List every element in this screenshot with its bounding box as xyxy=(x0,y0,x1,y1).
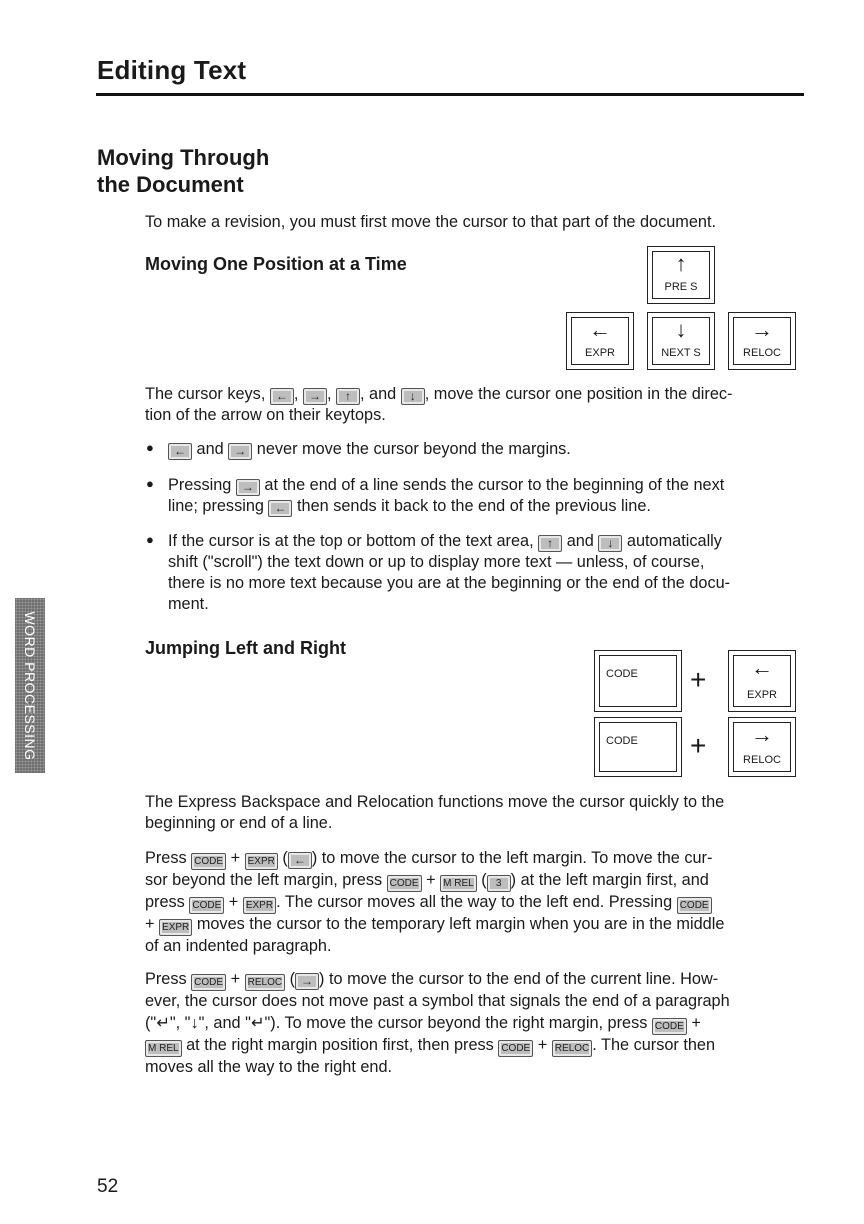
up-arrow-icon: ↑ xyxy=(675,251,687,276)
plus-sign: + xyxy=(690,730,707,761)
code-key-icon: CODE xyxy=(191,974,226,991)
up-key-illustration xyxy=(647,246,715,304)
jumping-paragraph-3: Press CODE + RELOC ( → ) to move the cursor to the end of the current line. How- ever, the cursor does not move past a symbol that signals the end of a paragraph ("↵", "↓", and "↵"). To move the cursor beyond the right margin, press CODE + M REL at the right margin position first, then press CODE + RELOC . The cursor then moves all the way to the right end. xyxy=(145,970,730,1076)
reloc-key-icon: RELOC xyxy=(552,1040,592,1057)
expr-key-icon: EXPR xyxy=(245,853,278,870)
side-tab-label: WORD PROCESSING xyxy=(22,610,38,761)
right-arrow-icon: → xyxy=(751,722,773,747)
right-key-label: RELOC xyxy=(743,347,781,359)
code-key-icon: CODE xyxy=(387,875,422,892)
mrel-key-icon: M REL xyxy=(145,1040,182,1057)
down-arrow-icon: ↓ xyxy=(675,317,687,342)
right-key-illustration xyxy=(728,312,796,370)
bullet-item-2: Pressing → at the end of a line sends the cursor to the beginning of the next line; pressing ← then sends it back to the end of the previous line. xyxy=(168,476,725,515)
left-key-icon: ← xyxy=(268,500,292,517)
bullet-item-1: ← and → never move the cursor beyond the margins. xyxy=(168,439,808,460)
right-key-icon: → xyxy=(236,479,260,496)
subsection-title-one-position: Moving One Position at a Time xyxy=(145,254,407,274)
expr-key-icon: EXPR xyxy=(243,897,276,914)
section-title xyxy=(97,144,269,198)
reloc-key-illustration: → RELOC xyxy=(728,717,796,777)
subsection-title-jumping: Jumping Left and Right xyxy=(145,638,346,658)
right-key-icon: → xyxy=(303,388,327,405)
code-key-icon: CODE xyxy=(191,853,226,870)
section-title-line2: the Document xyxy=(97,172,244,197)
left-arrow-icon: ← xyxy=(751,655,773,680)
plus-sign: + xyxy=(690,664,707,695)
right-key-icon: → xyxy=(295,973,319,990)
jumping-paragraph-2: Press CODE + EXPR ( ← ) to move the cursor to the left margin. To move the cur- sor beyond the left margin, press CODE + M REL ( 3 ) at the left margin first, and press CODE + EXPR . The cursor moves all the way to the left end. Pressing CODE + EXPR moves the cursor to the temporary left margin when you are in the middle of an indented paragraph. xyxy=(145,849,725,955)
up-key-label: PRE S xyxy=(664,281,698,293)
jumping-paragraph-1: The Express Backspace and Relocation functions move the cursor quickly to the beginning or end of a line. xyxy=(145,793,725,832)
header-rule xyxy=(96,93,804,96)
up-key-icon: ↑ xyxy=(336,388,360,405)
section-title-line1: Moving Through xyxy=(97,145,270,170)
code-key-icon: CODE xyxy=(677,897,712,914)
three-key-icon: 3 xyxy=(487,875,511,892)
left-key-label: EXPR xyxy=(585,347,615,359)
down-key-label: NEXT S xyxy=(661,347,701,359)
left-key-icon: ← xyxy=(270,388,294,405)
code-key-illustration: CODE xyxy=(594,650,682,712)
section-intro: To make a revision, you must first move the cursor to that part of the document. xyxy=(145,213,717,231)
expr-key-icon: EXPR xyxy=(159,919,192,936)
chapter-title: Editing Text xyxy=(97,55,247,85)
down-key-icon: ↓ xyxy=(598,535,622,552)
side-tab xyxy=(15,598,45,773)
reloc-key-icon: RELOC xyxy=(245,974,285,991)
bullet-icon: ● xyxy=(146,476,154,491)
up-key-icon: ↑ xyxy=(538,535,562,552)
left-key-icon: ← xyxy=(168,443,192,460)
left-arrow-icon: ← xyxy=(589,317,611,342)
page-number: 52 xyxy=(97,1176,119,1197)
code-key-illustration: CODE xyxy=(594,717,682,777)
cursor-keys-paragraph: The cursor keys, ← , → , ↑ , and ↓ , move the cursor one position in the direc- tion of the arrow on their keytops. xyxy=(145,385,733,424)
down-key-illustration xyxy=(647,312,715,370)
left-key-illustration xyxy=(566,312,634,370)
code-key-icon: CODE xyxy=(498,1040,533,1057)
right-key-icon: → xyxy=(228,443,252,460)
right-arrow-icon: → xyxy=(751,317,773,342)
mrel-key-icon: M REL xyxy=(440,875,477,892)
bullet-icon: ● xyxy=(146,532,154,547)
code-key-icon: CODE xyxy=(652,1018,687,1035)
code-key-icon: CODE xyxy=(189,897,224,914)
bullet-icon: ● xyxy=(146,440,154,455)
left-key-icon: ← xyxy=(288,852,312,869)
bullet-item-3: If the cursor is at the top or bottom of the text area, ↑ and ↓ automatically shift ("scroll") the text down or up to display more text — unless, of course, there is no more text because you are at the beginning or the end of the docu- ment. xyxy=(168,532,731,613)
expr-key-illustration: ← EXPR xyxy=(728,650,796,712)
down-key-icon: ↓ xyxy=(401,388,425,405)
